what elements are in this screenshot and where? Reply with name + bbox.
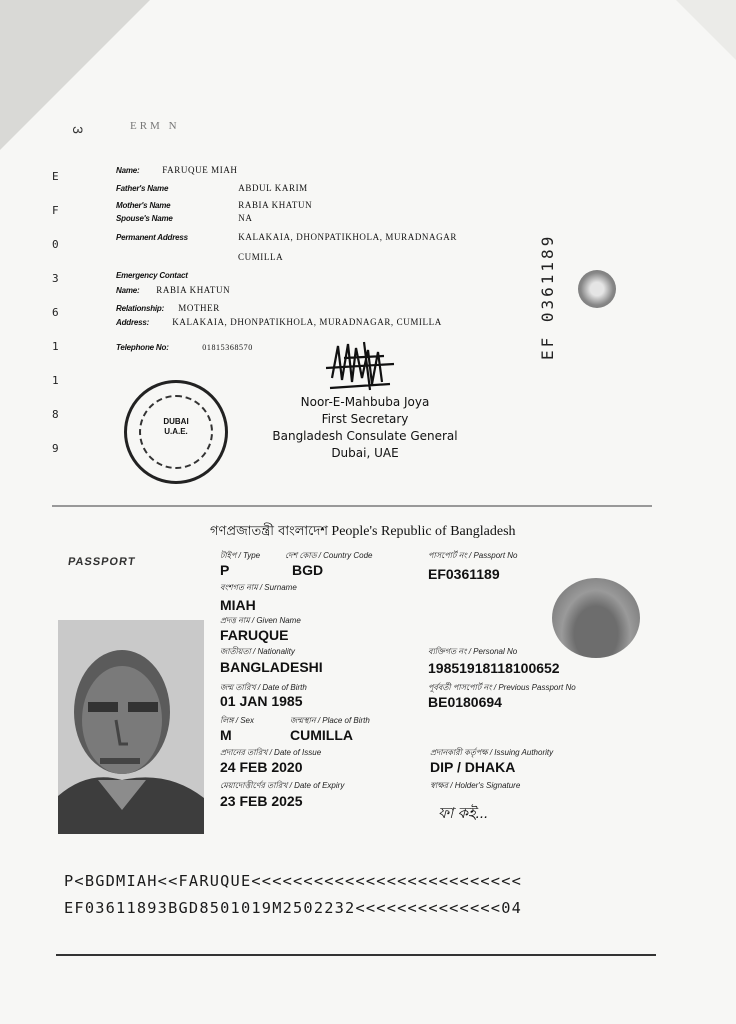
passport-no-label: পাসপোর্ট নং / Passport No (428, 551, 518, 560)
perforation-char: 8 (52, 408, 60, 421)
sex: M (220, 727, 232, 743)
country-banner-bn: গণপ্রজাতন্ত্রী বাংলাদেশ (210, 524, 328, 539)
perforation-char: 9 (52, 442, 60, 455)
faint-header: ERM N (130, 120, 180, 132)
personal-no-label: ব্যক্তিগত নং / Personal No (428, 647, 518, 656)
issuing-authority: DIP / DHAKA (430, 759, 516, 775)
holder-signature: ফা কই... (438, 805, 489, 822)
father-name-value: ABDUL KARIM (238, 183, 308, 193)
stamp-text-line: DUBAI (163, 417, 189, 426)
ec-telephone-value: 01815368570 (202, 343, 253, 352)
officer-signature-mark (324, 338, 398, 392)
permanent-address-line2-row (238, 252, 283, 262)
permanent-address-row (116, 232, 457, 242)
date-of-expiry: 23 FEB 2025 (220, 793, 303, 809)
country-code: BGD (292, 562, 324, 578)
perforation-char: 0 (52, 238, 60, 251)
perforation-char: 3 (52, 272, 60, 285)
country-banner (210, 522, 516, 543)
ec-telephone-row (116, 342, 253, 352)
officer-title: First Secretary (321, 412, 409, 426)
stamp-text-line: U.A.E. (164, 427, 188, 436)
previous-passport-label: পূর্ববর্তী পাসপোর্ট নং / Previous Passport No (428, 683, 576, 692)
ec-address-label: Address: (116, 318, 150, 327)
mrz-line-1: P<BGDMIAH<<FARUQUE<<<<<<<<<<<<<<<<<<<<<<<<<< (64, 872, 523, 890)
ec-telephone-label: Telephone No: (116, 343, 169, 352)
holder-photo (58, 620, 204, 834)
date-of-expiry-label: মেয়াদোত্তীর্ণের তারিখ / Date of Expiry (220, 781, 345, 790)
holder-name-label: Name: (116, 166, 140, 175)
holder-photo-image (58, 620, 204, 834)
date-of-issue: 24 FEB 2020 (220, 759, 303, 775)
page-divider (52, 505, 652, 507)
page-shadow-corner (676, 0, 736, 60)
ec-name-row (116, 285, 230, 295)
punch-hole-mark (578, 270, 616, 308)
spouse-name-row (116, 213, 252, 223)
previous-passport-number: BE0180694 (428, 694, 502, 710)
mother-name-label: Mother's Name (116, 201, 171, 210)
consulate-seal-stamp (124, 380, 228, 484)
sex-label: লিঙ্গ / Sex (220, 716, 255, 725)
officer-office: Bangladesh Consulate General (272, 429, 458, 443)
ec-address-value: KALAKAIA, DHONPATIKHOLA, MURADNAGAR, CUMILLA (172, 317, 442, 327)
perforation-number-column (52, 160, 88, 466)
mrz-line-2: EF03611893BGD8501019M2502232<<<<<<<<<<<<<<04 (64, 899, 523, 917)
officer-name: Noor-E-Mahbuba Joya (300, 395, 430, 409)
country-code-label: দেশ কোড / Country Code (285, 551, 373, 560)
dob-label: জন্ম তারিখ / Date of Birth (220, 683, 307, 692)
ec-name-label: Name: (116, 286, 140, 295)
date-of-birth: 01 JAN 1985 (220, 693, 303, 709)
permanent-address-label: Permanent Address (116, 233, 188, 242)
spouse-name-label: Spouse's Name (116, 214, 173, 223)
permanent-address-line2: CUMILLA (238, 252, 284, 262)
passport-number: EF0361189 (428, 566, 500, 582)
nationality-label: জাতীয়তা / Nationality (220, 647, 295, 656)
given-name: FARUQUE (220, 627, 289, 643)
place-of-birth: CUMILLA (290, 727, 353, 743)
page-number: 3 (69, 126, 86, 134)
ec-relationship-label: Relationship: (116, 304, 165, 313)
passport-type: P (220, 562, 230, 578)
surname: MIAH (220, 597, 256, 613)
passport-word: PASSPORT (67, 556, 137, 568)
perforation-char: F (52, 204, 60, 217)
type-label: টাইপ / Type (220, 551, 261, 560)
perforation-char: E (52, 170, 60, 183)
issuing-authority-label: প্রদানকারী কর্তৃপক্ষ / Issuing Authority (430, 748, 554, 757)
spouse-name-value: NA (238, 213, 253, 223)
hologram-seal (552, 578, 640, 658)
father-name-label: Father's Name (116, 184, 169, 193)
ec-name-value: RABIA KHATUN (156, 285, 231, 295)
bottom-rule (56, 954, 656, 956)
permanent-address-line1: KALAKAIA, DHONPATIKHOLA, MURADNAGAR (238, 232, 457, 242)
perforation-char: 1 (52, 374, 60, 387)
father-name-row (116, 183, 308, 193)
nationality: BANGLADESHI (220, 659, 323, 675)
place-of-birth-label: জন্মস্থান / Place of Birth (290, 716, 370, 725)
personal-number: 19851918118100652 (428, 660, 560, 676)
holder-name-value: FARUQUE MIAH (162, 165, 238, 175)
given-name-label: প্রদত্ত নাম / Given Name (220, 616, 301, 625)
holder-name-row (116, 165, 238, 175)
side-passport-number: EF 0361189 (538, 233, 557, 360)
country-banner-en: People's Republic of Bangladesh (331, 524, 516, 539)
ec-relationship-value: MOTHER (178, 303, 220, 313)
perforation-char: 6 (52, 306, 60, 319)
surname-label: বংশগত নাম / Surname (220, 583, 297, 592)
date-of-issue-label: প্রদানের তারিখ / Date of Issue (220, 748, 322, 757)
perforation-char: 1 (52, 340, 60, 353)
officer-signature-block (250, 394, 480, 462)
officer-location: Dubai, UAE (331, 446, 399, 460)
emergency-contact-heading: Emergency Contact (116, 271, 188, 280)
holder-signature-label: স্বাক্ষর / Holder's Signature (430, 781, 521, 790)
ec-relationship-row (116, 303, 220, 313)
mother-name-row (116, 200, 312, 210)
mother-name-value: RABIA KHATUN (238, 200, 313, 210)
ec-address-row (116, 317, 442, 327)
